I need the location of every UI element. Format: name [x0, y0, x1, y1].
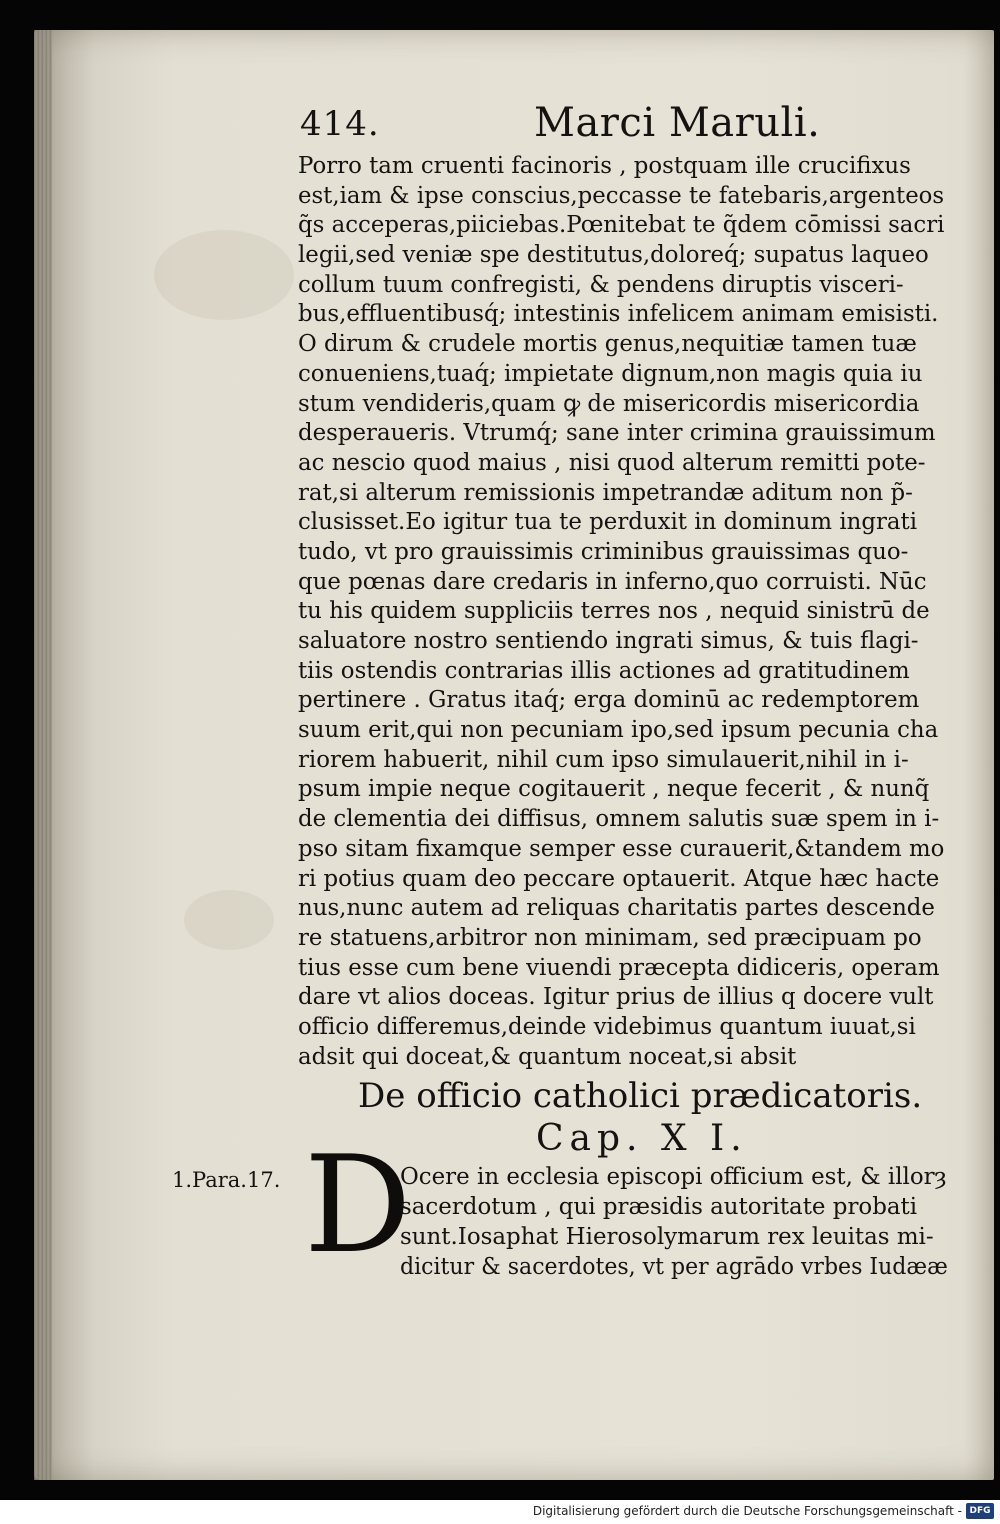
text-line: q̃s acceperas,piiciebas.Pœnitebat te q̃dem cōmissi sacri: [298, 212, 945, 239]
text-line: de clementia dei diffisus, omnem salutis suæ spem in i-: [298, 806, 940, 833]
text-line: sunt.Iosaphat Hierosolymarum rex leuitas mi-: [400, 1224, 934, 1250]
text-line: desperaueris. Vtrumq́; sane inter crimina grauissimum: [298, 420, 936, 447]
text-line: tiis ostendis contrarias illis actiones ad gratitudinem: [298, 657, 910, 684]
text-line: Ocere in ecclesia episcopi officium est, & illorȝ: [400, 1164, 947, 1190]
text-line: adsit qui doceat,& quantum noceat,si absit: [298, 1043, 797, 1070]
text-line: legii,sed veniæ spe destitutus,doloreq́; supatus laqueo: [298, 242, 929, 269]
paper-stain: [184, 890, 274, 950]
text-line: psum impie neque cogitauerit , neque fecerit , & nunq̃: [298, 776, 930, 803]
text-line: Porro tam cruenti facinoris , postquam ille crucifixus: [298, 153, 911, 179]
page-edge: [34, 30, 52, 1480]
text-line: conueniens,tuaq́; impietate dignum,non magis quia iu: [298, 360, 923, 387]
text-line: collum tuum confregisti, & pendens diruptis visceri-: [298, 271, 904, 298]
text-line: que pœnas dare credaris in inferno,quo corruisti. Nūc: [298, 568, 927, 595]
text-line: stum vendideris,quam ꝙ de misericordis misericordia: [298, 390, 920, 417]
text-line: tu his quidem suppliciis terres nos , nequid sinistrū de: [298, 598, 930, 625]
text-line: dicitur & sacerdotes, vt per agrādo vrbes Iudææ: [400, 1254, 948, 1280]
text-line: O dirum & crudele mortis genus,nequitiæ tamen tuæ: [298, 331, 917, 358]
page-number: 414.: [300, 104, 380, 144]
text-line: clusisset.Eo igitur tua te perduxit in dominum ingrati: [298, 509, 918, 536]
dfg-logo-icon: DFG: [966, 1503, 994, 1519]
text-line: dare vt alios doceas. Igitur prius de illius q docere vult: [298, 984, 934, 1011]
footer-bar: [0, 1500, 1000, 1524]
page-header: [0, 98, 1000, 150]
text-line: pso sitam fixamque semper esse curauerit,&tandem mo: [298, 835, 945, 862]
text-line: tudo, vt pro grauissimis criminibus grauissimas quo-: [298, 538, 909, 565]
chapter-title: De officio catholici prædicatoris.: [358, 1076, 923, 1116]
text-line: ac nescio quod maius , nisi quod alterum remitti pote-: [298, 449, 926, 476]
text-line: suum erit,qui non pecuniam ipo,sed ipsum pecunia cha: [298, 717, 939, 744]
text-line: riorem habuerit, nihil cum ipso simulauerit,nihil in i-: [298, 746, 909, 773]
margin-note: 1.Para.17.: [172, 1168, 281, 1192]
paper-stain: [154, 230, 294, 320]
running-head: Marci Maruli.: [534, 100, 821, 146]
body-text: [298, 152, 948, 1072]
drop-cap-initial: D: [304, 1127, 412, 1283]
text-line: re statuens,arbitror non minimam, sed præcipuam po: [298, 924, 922, 951]
text-line: bus,effluentibusq́; intestinis infelicem animam emisisti.: [298, 301, 939, 328]
text-line: tius esse cum bene viuendi præcepta didiceris, operam: [298, 954, 940, 981]
text-line: sacerdotum , qui præsidis autoritate probati: [400, 1194, 918, 1220]
text-line: saluatore nostro sentiendo ingrati simus, & tuis flagi-: [298, 628, 919, 654]
text-line: est,iam & ipse conscius,peccasse te fatebaris,argenteos: [298, 182, 945, 209]
funding-credit: Digitalisierung gefördert durch die Deutsche Forschungsgemeinschaft -: [532, 1504, 962, 1518]
text-line: ri potius quam deo peccare optauerit. Atque hæc hacte: [298, 865, 940, 892]
text-line: pertinere . Gratus itaq́; erga dominū ac redemptorem: [298, 687, 920, 714]
text-line: officio differemus,deinde videbimus quantum iuuat,si: [298, 1013, 916, 1040]
chapter-number: Cap. X I.: [536, 1118, 748, 1159]
text-line: rat,si alterum remissionis impetrandæ aditum non p̃-: [298, 479, 913, 506]
chapter-text: [400, 1162, 950, 1282]
text-line: nus,nunc autem ad reliquas charitatis partes descende: [298, 895, 935, 922]
